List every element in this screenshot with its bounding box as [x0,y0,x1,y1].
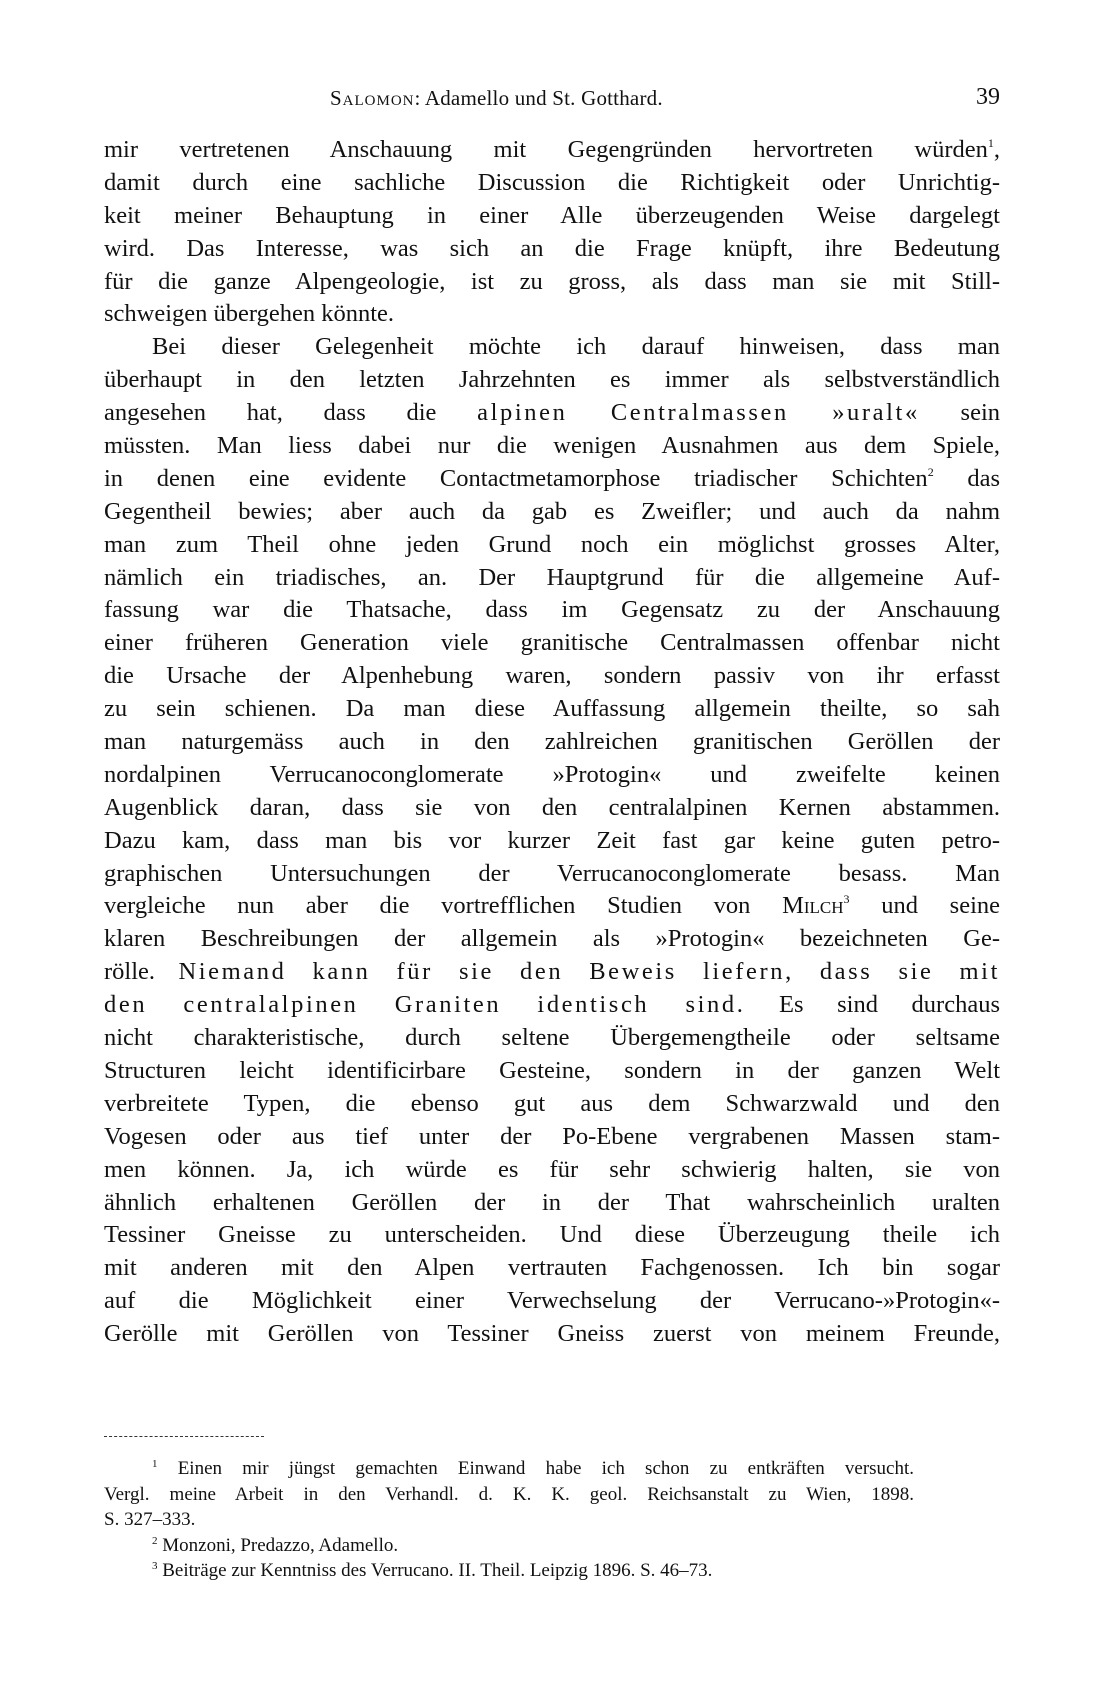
line-text: vergleiche nun aber die vortrefflichen Studien von [104,892,783,920]
running-head-separator: : [414,86,421,110]
text-line: Dazu kam, dass man bis vor kurzer Zeit fast gar keine guten petro- [104,826,1000,854]
footnote-1 [104,1456,914,1533]
text-line: Augenblick daran, dass sie von den centralalpinen Kernen abstammen. [104,793,1000,821]
text-line: nordalpinen Verrucanoconglomerate »Protogin« und zweifelte keinen [104,760,1000,788]
footnote-line [104,1558,914,1584]
footnote-marker: 3 [152,1560,158,1572]
footnote-ref[interactable]: 1 [987,136,994,150]
line-text: rölle. [104,958,179,986]
footnote-ref[interactable]: 2 [927,464,934,479]
text-line: Vogesen oder aus tief unter der Po-Ebene vergrabenen Massen stam- [104,1122,1000,1150]
emphasized-text: Niemand kann für sie den Beweis liefern, dass sie mit [178,958,1000,986]
page-number: 39 [976,84,1000,110]
text-line: Tessiner Gneisse zu unterscheiden. Und diese Überzeugung theile ich [104,1221,1000,1249]
author-name: Milch [782,892,844,920]
text-line: verbreitete Typen, die ebenso gut aus dem Schwarzwald und den [104,1089,1000,1117]
line-text: Es sind durchaus [745,991,1000,1019]
text-line: Bei dieser Gelegenheit möchte ich darauf hinweisen, dass man [152,333,1000,361]
footnote-marker: 2 [152,1534,158,1547]
text-line: für die ganze Alpengeologie, ist zu gross, als dass man sie mit Still- [104,267,1000,295]
text-line [104,134,1000,167]
line-text: in denen eine evidente Contactmetamorphose triadischer Schichten [104,464,928,492]
line-text: und seine [849,892,1000,920]
footnote-2 [104,1533,914,1559]
text-line [104,463,1000,496]
text-line: graphischen Untersuchungen der Verrucanoconglomerate besass. Man [104,859,1000,887]
text-line: überhaupt in den letzten Jahrzehnten es immer als selbstverständlich [104,366,1000,394]
text-line: müssten. Man liess dabei nur die wenigen Ausnahmen aus dem Spiele, [104,432,1000,460]
text-line [104,397,1000,430]
text-line: Structuren leicht identificirbare Gesteine, sondern in der ganzen Welt [104,1056,1000,1084]
running-head [330,86,663,111]
emphasized-text: den centralalpinen Graniten identisch sind. [104,991,746,1019]
text-line: man naturgemäss auch in den zahlreichen granitischen Geröllen der [104,728,1000,756]
page-header [104,86,1000,116]
text-line: fassung war die Thatsache, dass im Gegensatz zu der Anschauung [104,596,1000,624]
text-line: nicht charakteristische, durch seltene Übergemengtheile oder seltsame [104,1024,1000,1052]
text-line: keit meiner Behauptung in einer Alle überzeugenden Weise dargelegt [104,201,1000,229]
running-head-author: Salomon [330,86,415,110]
text-line: zu sein schienen. Da man diese Auffassung allgemein theilte, so sah [104,695,1000,723]
text-line: die Ursache der Alpenhebung waren, sondern passiv von ihr erfasst [104,662,1000,690]
running-head-title: Adamello und St. Gotthard. [424,86,663,110]
footnote-line [104,1533,914,1559]
text-line [104,890,1000,923]
line-text: , [993,136,1000,163]
text-line: auf die Möglichkeit einer Verwechselung der Verrucano-»Protogin«- [104,1287,1000,1315]
line-text: angesehen hat, dass die [104,399,478,427]
footnote-3 [104,1558,914,1584]
text-line: schweigen übergehen könnte. [104,300,395,328]
text-line: ähnlich erhaltenen Geröllen der in der That wahrscheinlich uralten [104,1188,1000,1216]
text-line: man zum Theil ohne jeden Grund noch ein möglichst grosses Alter, [104,530,1000,558]
footnote-ref[interactable]: 3 [843,892,850,907]
text-line: Gerölle mit Geröllen von Tessiner Gneiss zuerst von meinem Freunde, [104,1320,1000,1348]
footnote-marker: 1 [152,1458,158,1470]
text-line: klaren Beschreibungen der allgemein als »Protogin« bezeichneten Ge- [104,925,1000,953]
footnote-text: Einen mir jüngst gemachten Einwand habe ich schon zu entkräften versucht. [177,1458,914,1479]
line-text: sein [919,399,1000,427]
footnote-text: Monzoni, Predazzo, Adamello. [162,1534,399,1556]
text-line: wird. Das Interesse, was sich an die Frage knüpft, ihre Bedeutung [104,234,1000,262]
emphasized-text: alpinen Centralmassen »uralt« [477,399,920,427]
text-line: nämlich ein triadisches, an. Der Hauptgrund für die allgemeine Auf- [104,563,1000,591]
footnote-line: S. 327–333. [104,1509,196,1530]
text-line: einer früheren Generation viele granitische Centralmassen offenbar nicht [104,629,1000,657]
footnotes [104,1456,914,1584]
text-line: men können. Ja, ich würde es für sehr schwierig halten, sie von [104,1155,1000,1183]
text-line: damit durch eine sachliche Discussion die Richtigkeit oder Unrichtig- [104,168,1000,196]
text-line: mit anderen mit den Alpen vertrauten Fachgenossen. Ich bin sogar [104,1254,1000,1282]
line-text: das [933,464,1000,492]
body-text [104,134,1000,1351]
text-line [104,989,1000,1022]
text-line: Gegentheil bewies; aber auch da gab es Zweifler; und auch da nahm [104,497,1000,525]
footnote-line: Vergl. meine Arbeit in den Verhandl. d. K. K. geol. Reichsanstalt zu Wien, 1898. [104,1483,914,1505]
footnote-separator [104,1436,264,1437]
footnote-line [104,1456,914,1482]
line-text: mir vertretenen Anschauung mit Gegengründen hervortreten würden [104,136,988,163]
footnote-text: Beiträge zur Kenntniss des Verrucano. II. Theil. Leipzig 1896. S. 46–73. [162,1560,713,1581]
text-line [104,956,1000,989]
